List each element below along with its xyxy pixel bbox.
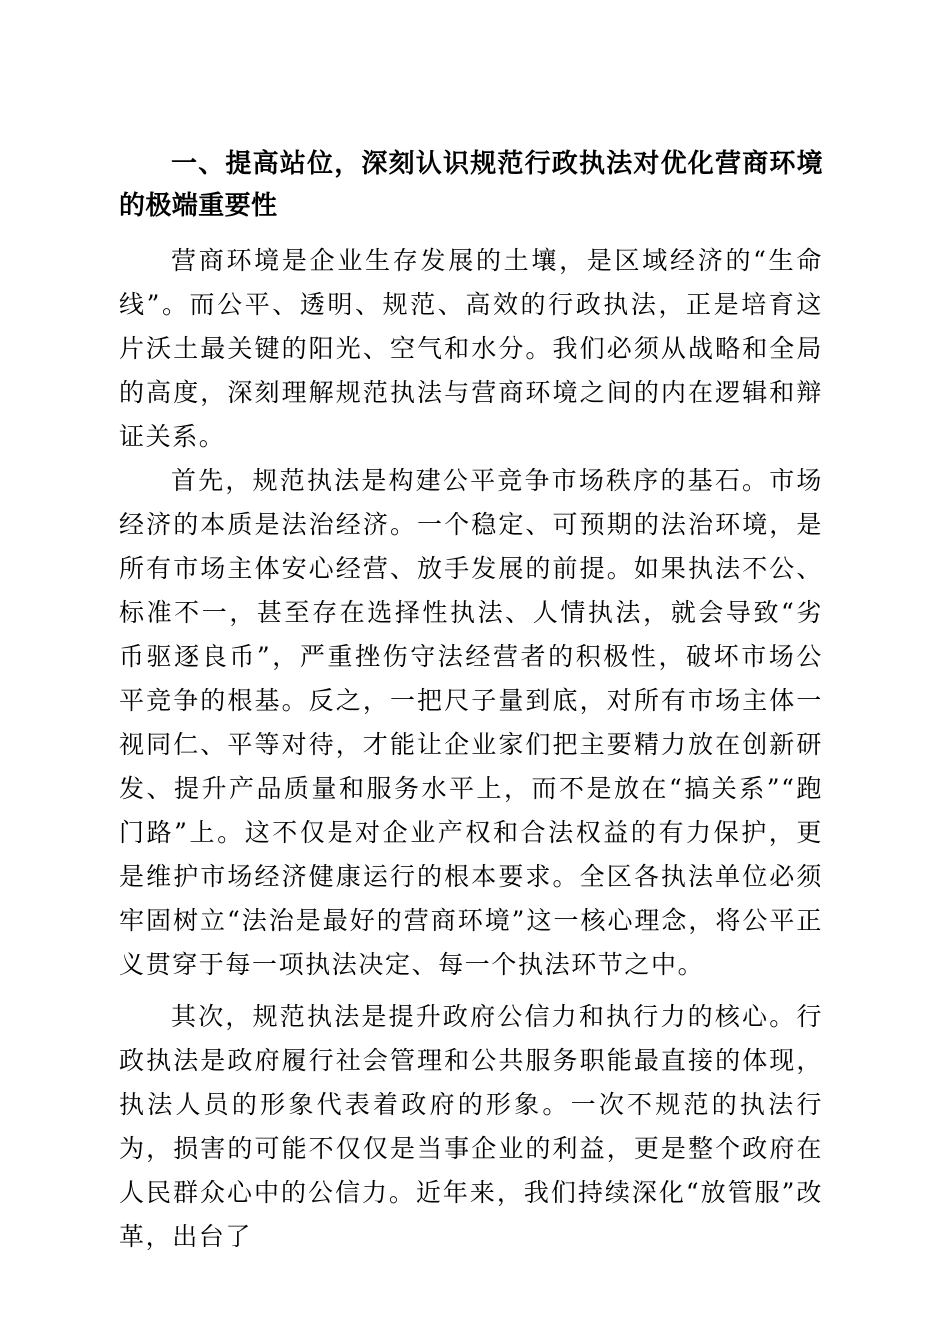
section-heading-block — [119, 143, 823, 227]
paragraph-business-environment: 营商环境是企业生存发展的土壤，是区域经济的“生命线”。而公平、透明、规范、高效的行政执法，正是培育这片沃土最关键的阳光、空气和水分。我们必须从战略和全局的高度，深刻理解规范执法与营商环境之间的内在逻辑和辩证关系。 — [119, 246, 823, 451]
document-body — [119, 143, 823, 1259]
paragraph-first-point: 首先，规范执法是构建公平竞争市场秩序的基石。市场经济的本质是法治经济。一个稳定、可预期的法治环境，是所有市场主体安心经营、放手发展的前提。如果执法不公、标准不一，甚至存在选择性执法、人情执法，就会导致“劣币驱逐良币”，严重挫伤守法经营者的积极性，破坏市场公平竞争的根基。反之，一把尺子量到底，对所有市场主体一视同仁、平等对待，才能让企业家们把主要精力放在创新研发、提升产品质量和服务水平上，而不是放在“搞关系”“跑门路”上。这不仅是对企业产权和合法权益的有力保护，更是维护市场经济健康运行的根本要求。全区各执法单位必须牢固树立“法治是最好的营商环境”这一核心理念，将公平正义贯穿于每一项执法决定、每一个执法环节之中。 — [119, 466, 823, 979]
paragraph-second-point: 其次，规范执法是提升政府公信力和执行力的核心。行政执法是政府履行社会管理和公共服务职能最直接的体现，执法人员的形象代表着政府的形象。一次不规范的执法行为，损害的可能不仅仅是当事企业的利益，更是整个政府在人民群众心中的公信力。近年来，我们持续深化“放管服”改革，出台了 — [119, 1002, 823, 1251]
section-heading: 一、提高站位，深刻认识规范行政执法对优化营商环境的极端重要性 — [119, 149, 823, 221]
